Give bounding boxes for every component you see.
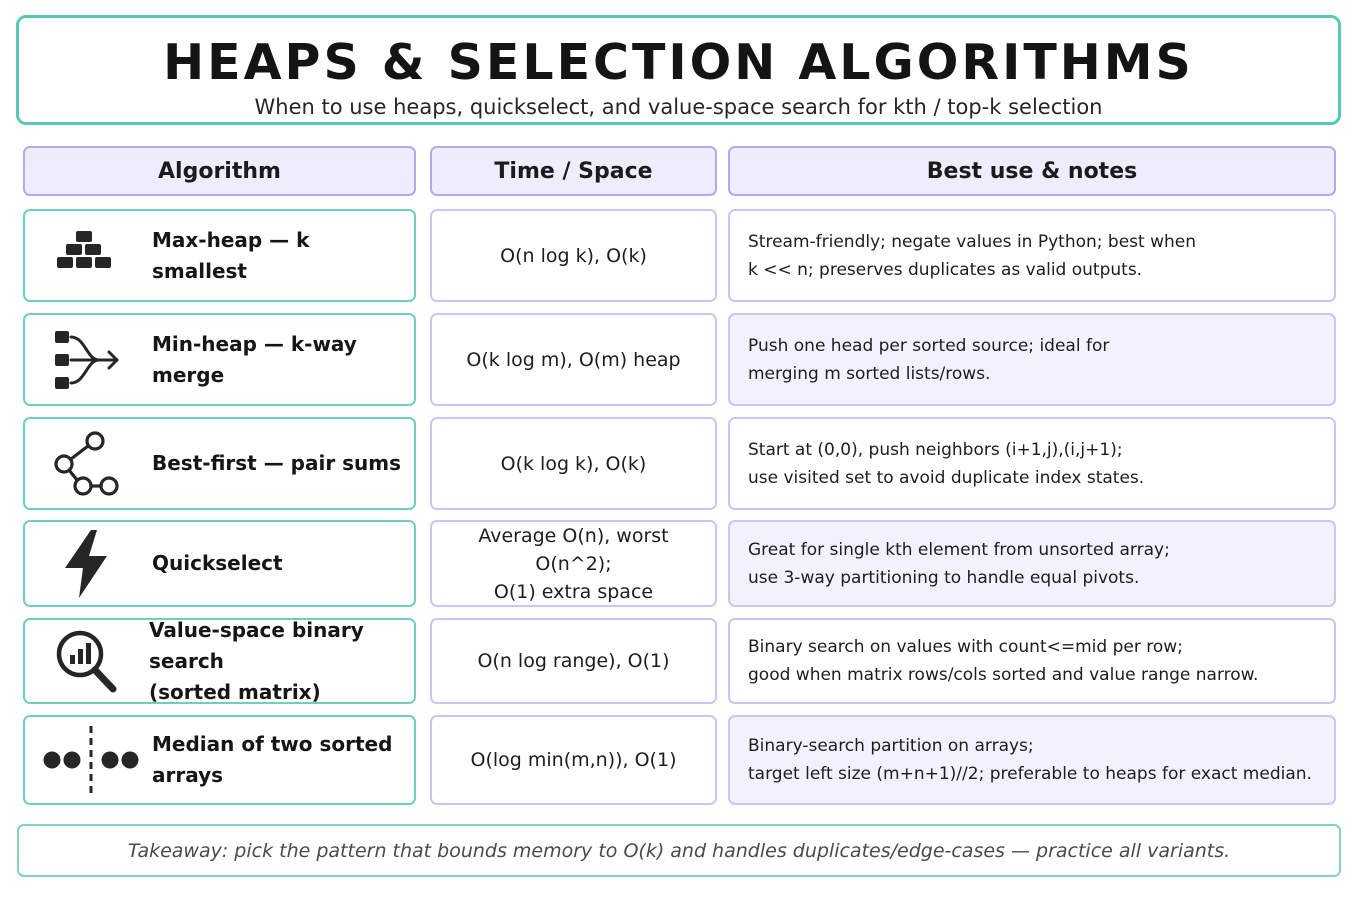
algorithm-cell-min-heap (23, 313, 416, 406)
algorithm-name: Value-space binary search (sorted matrix) (149, 617, 364, 704)
notes-cell: Stream-friendly; negate values in Python; best when k << n; preserves duplicates as valid outputs. (728, 209, 1336, 302)
algorithm-cell-max-heap (23, 209, 416, 302)
algorithm-cell-value-space (23, 618, 416, 704)
takeaway-text: Takeaway: pick the pattern that bounds memory to O(k) and handles duplicates/edge-cases — practice all variants. (127, 839, 1231, 862)
page-title: HEAPS & SELECTION ALGORITHMS (163, 34, 1194, 91)
page-subtitle: When to use heaps, quickselect, and value-space search for kth / top-k selection (254, 95, 1103, 119)
complexity-cell: Average O(n), worst O(n^2); O(1) extra space (430, 520, 717, 607)
title-banner (16, 15, 1341, 125)
notes-cell: Binary-search partition on arrays; target left size (m+n+1)//2; preferable to heaps for exact median. (728, 715, 1336, 805)
complexity-cell: O(log min(m,n)), O(1) (430, 715, 717, 805)
lightning-bolt-icon (51, 528, 123, 600)
notes-cell: Great for single kth element from unsorted array; use 3-way partitioning to handle equal pivots. (728, 520, 1336, 607)
notes-cell: Binary search on values with count<=mid per row; good when matrix rows/cols sorted and value range narrow. (728, 618, 1336, 704)
takeaway-banner (17, 824, 1341, 877)
algorithm-cell-best-first (23, 417, 416, 510)
complexity-cell: O(n log k), O(k) (430, 209, 717, 302)
notes-cell: Start at (0,0), push neighbors (i+1,j),(i,j+1); use visited set to avoid duplicate index states. (728, 417, 1336, 510)
merge-arrows-icon (51, 324, 123, 396)
complexity-cell: O(k log k), O(k) (430, 417, 717, 510)
notes-cell: Push one head per sorted source; ideal for merging m sorted lists/rows. (728, 313, 1336, 406)
algorithm-name: Median of two sorted arrays (152, 732, 393, 787)
complexity-cell: O(n log range), O(1) (430, 618, 717, 704)
stacked-blocks-icon (51, 220, 123, 292)
column-header-time-space: Time / Space (430, 146, 717, 196)
complexity-cell: O(k log m), O(m) heap (430, 313, 717, 406)
algorithm-cell-median (23, 715, 416, 805)
graph-nodes-icon (51, 428, 123, 500)
algorithm-cell-quickselect (23, 520, 416, 607)
partition-dots-icon (39, 724, 143, 796)
algorithm-name: Quickselect (152, 551, 283, 575)
column-header-algorithm: Algorithm (23, 146, 416, 196)
algorithm-name: Max-heap — k smallest (152, 227, 310, 283)
magnifier-chart-icon (51, 625, 123, 697)
column-header-notes: Best use & notes (728, 146, 1336, 196)
algorithm-name: Min-heap — k-way merge (152, 331, 357, 387)
algorithm-name: Best-first — pair sums (152, 451, 402, 475)
